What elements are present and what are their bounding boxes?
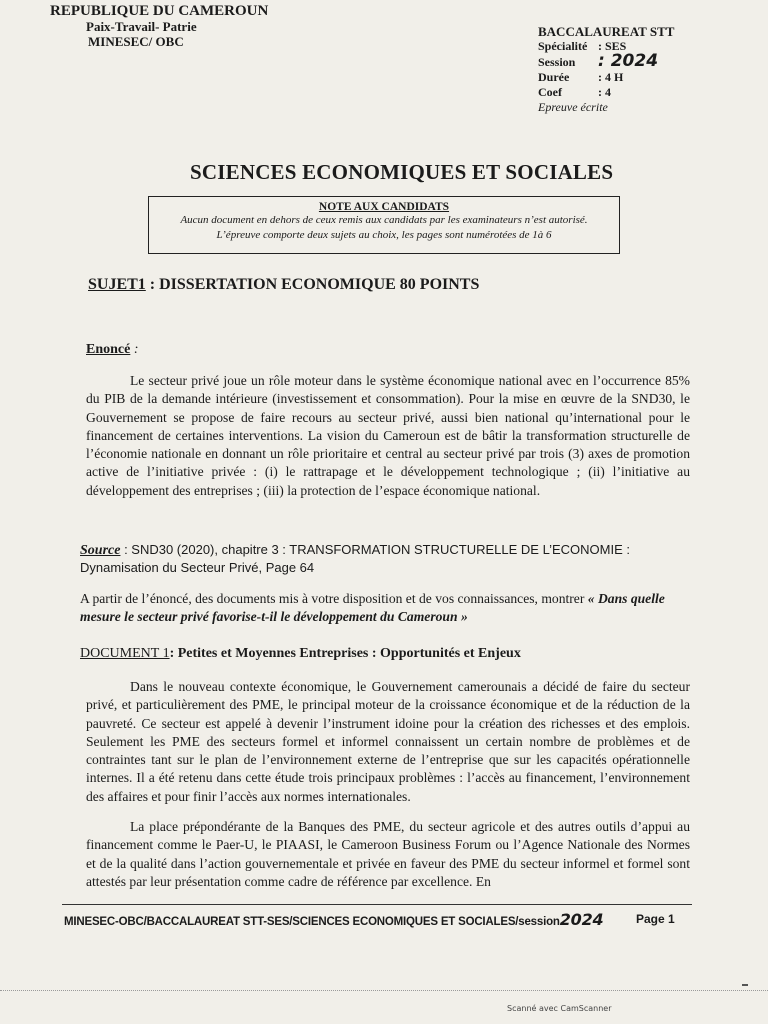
page-title: SCIENCES ECONOMIQUES ET SOCIALES (190, 160, 614, 184)
session-value: : 2024 (598, 51, 659, 71)
subject-heading (88, 276, 479, 294)
national-motto: Paix-Travail- Patrie (86, 19, 197, 34)
document-1-heading (80, 646, 521, 662)
header-left (50, 4, 268, 49)
specialty-label: Spécialité (538, 39, 588, 53)
scan-mark (742, 984, 748, 990)
duration-value: : 4 H (598, 70, 624, 84)
document-1-text-2: La place prépondérante de la Banques des PME, du secteur agricole et des autres outils d’appui au financement comme le Paer-U, le PIAASI, le Cameroon Business Forum ou l’Agence Nationale des Normes et de la qualité dans l’action gouvernementale et privée en faveur des PME du secteur informel et formel sont attestés par leur présentation comme cadre de référence par excellence. En (86, 819, 690, 889)
footer (64, 910, 603, 929)
republic-name: REPUBLIQUE DU CAMEROUN (50, 3, 269, 19)
document-1-label: DOCUMENT 1 (80, 646, 170, 661)
document-1-paragraph-2 (86, 818, 690, 891)
scanner-watermark: Scanné avec CamScanner (507, 1004, 612, 1013)
session-label: Session (538, 55, 576, 69)
statement-label: Enoncé (86, 342, 131, 357)
candidate-note-box (148, 196, 620, 254)
note-line-2: L’épreuve comporte deux sujets au choix, les pages sont numérotées de 1à 6 (216, 229, 552, 241)
header-right (538, 24, 674, 115)
statement-paragraph (86, 372, 690, 500)
coef-value: : 4 (598, 85, 611, 99)
document-1-paragraph-1 (86, 678, 690, 806)
statement-suffix: : (130, 342, 139, 357)
duration-label: Durée (538, 70, 570, 84)
document-1-title: : Petites et Moyennes Entreprises : Opportunités et Enjeux (169, 646, 521, 661)
session-row (538, 51, 674, 71)
question-text: A partir de l’énoncé, des documents mis à votre disposition et de vos connaissances, montrer (80, 591, 588, 606)
coef-label: Coef (538, 85, 562, 99)
ministry-name: MINESEC/ OBC (88, 34, 184, 49)
subject-label: SUJET1 (88, 276, 146, 293)
note-line-1: Aucun document en dehors de ceux remis aux candidats par les examinateurs n’est autorisé. (180, 214, 588, 226)
source-label: Source (80, 543, 121, 558)
duration-row (538, 70, 674, 85)
footer-divider (62, 904, 692, 905)
statement-text: Le secteur privé joue un rôle moteur dans le système économique national avec en l’occurrence 85% du PIB de la demande intérieure (investissement et consommation). Pour la mise en œuvre de la SND30, le Gouvernement se propose de faire recours au secteur privé, aussi bien national qu’international pour le financement de certaines interventions. La vision du Cameroun est de bâtir la transformation structurelle de l’économie nationale en donnant un rôle prioritaire et central au secteur privé par trois (3) axes de promotion active de l’initiative privée : (i) le rattrapage et le développement technologique ; (ii) l’initiative au développement des entreprises ; (iii) la protection de l’espace économique national. (86, 373, 690, 498)
exam-mode: Epreuve écrite (538, 100, 608, 114)
dissertation-question (80, 590, 690, 626)
exam-name: BACCALAUREAT STT (538, 24, 675, 39)
subject-title: : DISSERTATION ECONOMIQUE 80 POINTS (145, 276, 480, 293)
scan-edge (0, 990, 768, 991)
specialty-value: : SES (598, 39, 627, 53)
footer-text: MINESEC-OBC/BACCALAUREAT STT-SES/SCIENCES ECONOMIQUES ET SOCIALES/session (64, 916, 560, 928)
source-citation (80, 541, 690, 576)
statement-heading (86, 342, 139, 358)
note-heading: NOTE AUX CANDIDATS (318, 201, 450, 213)
question-emphasis: « Dans quelle mesure le secteur privé favorise-t-il le développement du Cameroun » (80, 591, 665, 624)
document-1-text-1: Dans le nouveau contexte économique, le Gouvernement camerounais a décidé de faire du secteur privé, et particulièrement des PME, le principal moteur de la croissance économique et de la réduction de la pauvreté. Ce secteur est appelé à devenir l’instrument idoine pour la création des richesses et des emplois. Seulement les PME des secteurs formel et informel connaissent un certain nombre de problèmes et de contraintes tant sur le plan de l’environnement externe de l’entreprise que sur les capacités opérationnelle internes. Il a été retenu dans cette étude trois principaux problèmes : l’accès au financement, l’environnement des affaires et pour finir l’accès aux normes internationales. (86, 679, 690, 804)
footer-year: 2024 (559, 910, 604, 929)
page-number: Page 1 (636, 912, 675, 926)
coef-row (538, 85, 674, 100)
source-text: : SND30 (2020), chapitre 3 : TRANSFORMATION STRUCTURELLE DE L’ECONOMIE : Dynamisation du Secteur Privé, Page 64 (80, 542, 630, 575)
